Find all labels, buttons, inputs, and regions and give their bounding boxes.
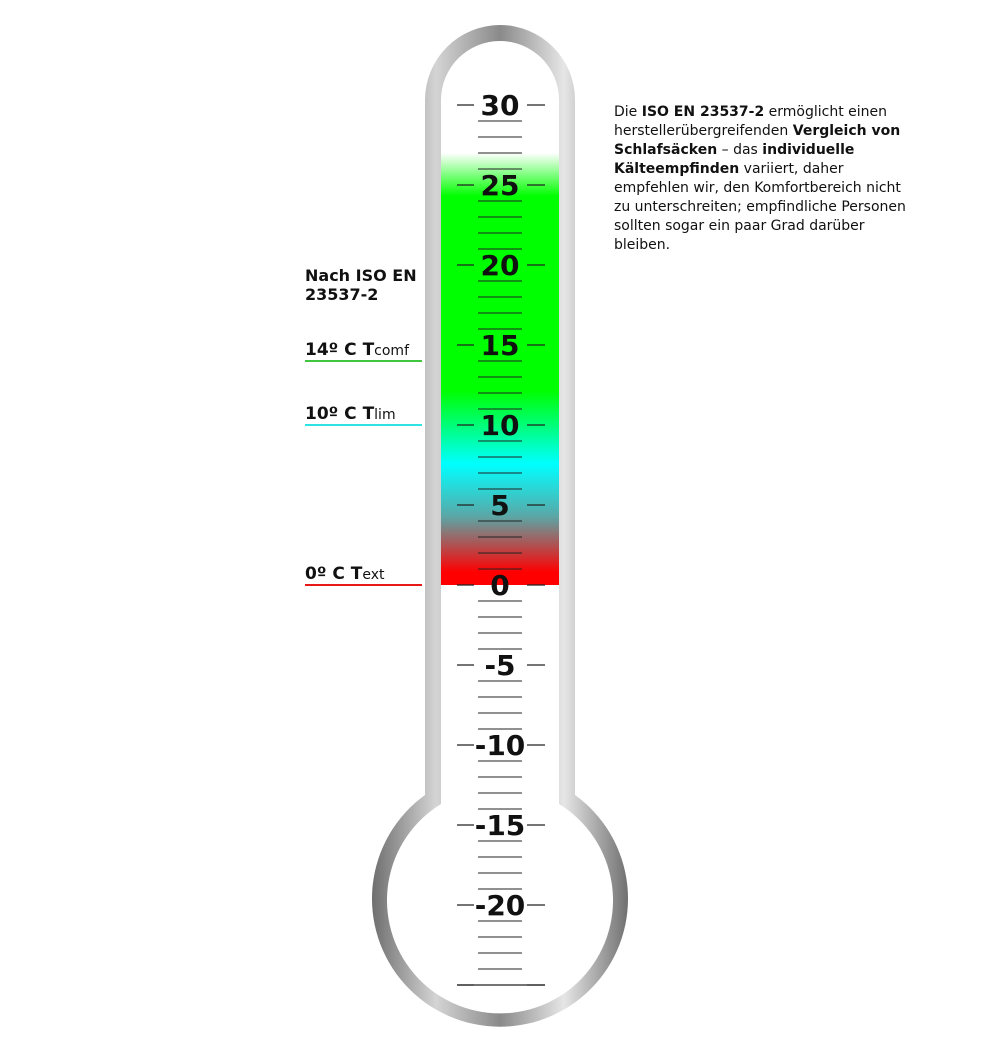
- comfort-marker-line: [305, 360, 422, 362]
- scale-label: -15: [474, 809, 526, 842]
- scale-label: -10: [474, 729, 526, 762]
- scale-label: 0: [490, 569, 510, 602]
- scale-label: 25: [480, 169, 520, 202]
- scale-label: 5: [490, 489, 510, 522]
- limit-marker-line: [305, 424, 422, 426]
- scale-label: 10: [480, 409, 520, 442]
- scale-label: 30: [480, 89, 520, 122]
- extreme-marker-line: [305, 584, 422, 586]
- scale-label: 20: [480, 249, 520, 282]
- iso-heading: Nach ISO EN 23537-2: [305, 266, 417, 304]
- extreme-marker-label: 0º C Text: [305, 564, 385, 584]
- scale-label: -20: [474, 889, 526, 922]
- limit-marker-label: 10º C Tlim: [305, 404, 396, 424]
- comfort-marker-label: 14º C Tcomf: [305, 340, 410, 360]
- description-text: Die ISO EN 23537-2 ermöglicht einen herstellerübergreifenden Vergleich von Schlafsäcken – das individuelle Kälteempfinden variiert, daher empfehlen wir, den Komfortbereich nicht zu unterschreiten; empfindliche Personen sollten sogar ein paar Grad darüber bleiben.: [614, 104, 906, 253]
- scale-label: 15: [480, 329, 520, 362]
- scale-label: -5: [484, 649, 516, 682]
